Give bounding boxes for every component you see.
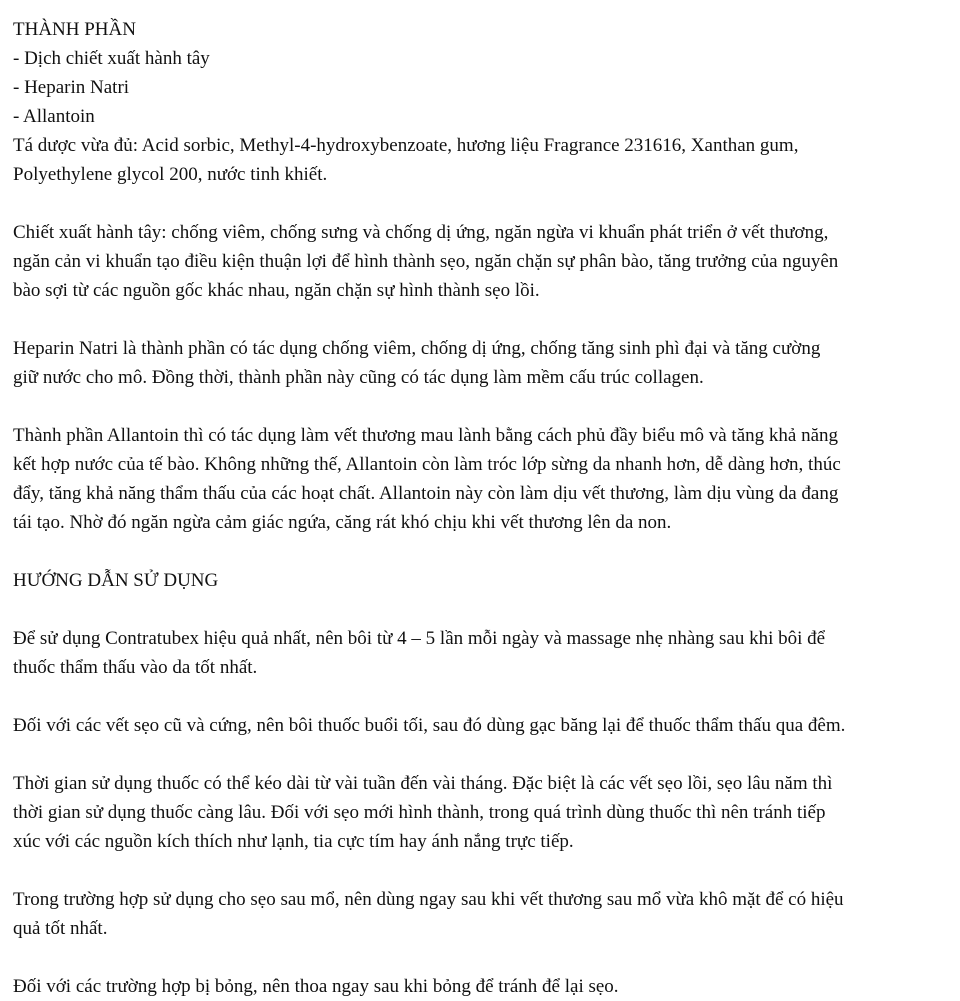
paragraph-spacer [13,943,948,972]
excipients-line: Tá dược vừa đủ: Acid sorbic, Methyl-4-hydroxybenzoate, hương liệu Fragrance 231616, Xanthan gum, [13,135,799,156]
paragraph-spacer [13,305,948,334]
paragraph-spacer [13,856,948,885]
usage-line: Để sử dụng Contratubex hiệu quả nhất, nên bôi từ 4 – 5 lần mỗi ngày và massage nhẹ nhàng sau khi bôi để [13,628,826,649]
paragraph-spacer [13,595,948,624]
paragraph-spacer [13,537,948,566]
usage-line: thời gian sử dụng thuốc càng lâu. Đối với sẹo mới hình thành, trong quá trình dùng thuốc thì nên tránh tiếp [13,802,826,823]
ingredient-item: - Heparin Natri [13,77,130,98]
onion-extract-line: bào sợi từ các nguồn gốc khác nhau, ngăn chặn sự hình thành sẹo lồi. [13,280,540,301]
allantoin-line: tái tạo. Nhờ đó ngăn ngừa cảm giác ngứa, căng rát khó chịu khi vết thương lên da non. [13,512,672,533]
excipients-line: Polyethylene glycol 200, nước tinh khiết. [13,164,328,185]
heparin-line: Heparin Natri là thành phần có tác dụng chống viêm, chống dị ứng, chống tăng sinh phì đại và tăng cường [13,338,821,359]
ingredients-heading: THÀNH PHẦN [13,19,136,40]
ingredient-item: - Dịch chiết xuất hành tây [13,48,210,69]
allantoin-line: kết hợp nước của tế bào. Không những thế, Allantoin còn làm tróc lớp sừng da nhanh hơn, dễ dàng hơn, thúc [13,454,841,475]
paragraph-spacer [13,392,948,421]
allantoin-line: Thành phần Allantoin thì có tác dụng làm vết thương mau lành bằng cách phủ đầy biểu mô và tăng khả năng [13,425,838,446]
usage-line: Thời gian sử dụng thuốc có thể kéo dài từ vài tuần đến vài tháng. Đặc biệt là các vết sẹo lồi, sẹo lâu năm thì [13,773,833,794]
paragraph-spacer [13,682,948,711]
heparin-line: giữ nước cho mô. Đồng thời, thành phần này cũng có tác dụng làm mềm cấu trúc collagen. [13,367,704,388]
usage-line: Đối với các trường hợp bị bỏng, nên thoa ngay sau khi bỏng để tránh để lại sẹo. [13,976,619,997]
paragraph-spacer [13,740,948,769]
usage-line: quả tốt nhất. [13,918,108,939]
ingredient-item: - Allantoin [13,106,95,127]
onion-extract-line: Chiết xuất hành tây: chống viêm, chống sưng và chống dị ứng, ngăn ngừa vi khuẩn phát triển ở vết thương, [13,222,829,243]
usage-heading: HƯỚNG DẪN SỬ DỤNG [13,570,219,591]
usage-line: thuốc thẩm thấu vào da tốt nhất. [13,657,258,678]
onion-extract-line: ngăn cản vi khuẩn tạo điều kiện thuận lợi để hình thành sẹo, ngăn chặn sự phân bào, tăng trưởng của nguyên [13,251,839,272]
document-body [13,15,948,1001]
usage-line: Trong trường hợp sử dụng cho sẹo sau mổ, nên dùng ngay sau khi vết thương sau mổ vừa khô mặt để có hiệu [13,889,844,910]
usage-line: Đối với các vết sẹo cũ và cứng, nên bôi thuốc buổi tối, sau đó dùng gạc băng lại để thuốc thẩm thấu qua đêm. [13,715,846,736]
usage-line: xúc với các nguồn kích thích như lạnh, tia cực tím hay ánh nắng trực tiếp. [13,831,574,852]
allantoin-line: đẩy, tăng khả năng thẩm thấu của các hoạt chất. Allantoin này còn làm dịu vết thương, làm dịu vùng da đang [13,483,839,504]
paragraph-spacer [13,189,948,218]
